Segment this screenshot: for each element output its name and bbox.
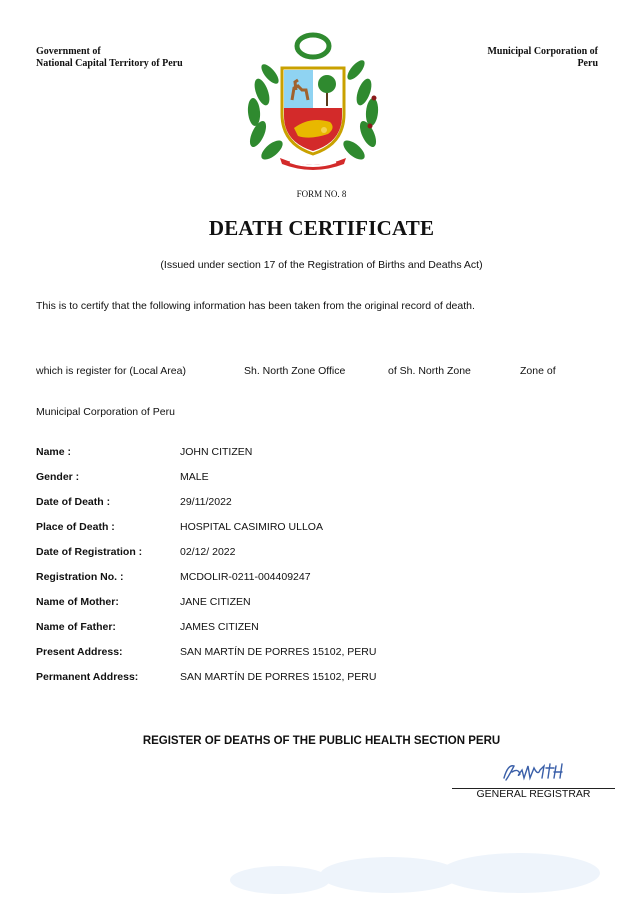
field-row — [36, 596, 596, 621]
field-label: Date of Death : — [36, 496, 111, 508]
field-value: JOHN CITIZEN — [180, 446, 253, 458]
registration-zone: of Sh. North Zone — [388, 365, 471, 377]
registration-office: Sh. North Zone Office — [244, 365, 346, 377]
municipality-name: Municipal Corporation of Peru — [36, 406, 175, 418]
field-row — [36, 571, 596, 596]
field-label: Name of Father: — [36, 621, 116, 633]
form-number: FORM NO. 8 — [296, 189, 347, 199]
field-value: SAN MARTÍN DE PORRES 15102, PERU — [180, 671, 377, 683]
field-label: Name : — [36, 446, 72, 458]
field-label: Registration No. : — [36, 571, 124, 583]
register-heading: REGISTER OF DEATHS OF THE PUBLIC HEALTH SECTION PERU — [142, 735, 501, 747]
field-row — [36, 646, 596, 671]
field-label: Present Address: — [36, 646, 123, 658]
registration-zone-of: Zone of — [520, 365, 556, 377]
field-value: 02/12/ 2022 — [180, 546, 236, 558]
document-subtitle: (Issued under section 17 of the Registration of Births and Deaths Act) — [160, 259, 483, 271]
field-row — [36, 671, 596, 696]
field-value: MALE — [180, 471, 209, 483]
field-label: Name of Mother: — [36, 596, 119, 608]
issuer-right — [487, 46, 598, 70]
field-label: Permanent Address: — [36, 671, 139, 683]
field-value: 29/11/2022 — [180, 496, 232, 508]
field-row — [36, 446, 596, 471]
document-title: DEATH CERTIFICATE — [208, 216, 435, 240]
details-list — [36, 446, 596, 696]
field-label: Place of Death : — [36, 521, 115, 533]
field-row — [36, 521, 596, 546]
field-row — [36, 621, 596, 646]
field-row — [36, 496, 596, 521]
field-value: HOSPITAL CASIMIRO ULLOA — [180, 521, 323, 533]
field-value: SAN MARTÍN DE PORRES 15102, PERU — [180, 646, 377, 658]
issuer-right-line2: Peru — [577, 58, 598, 69]
watermark-texture — [220, 845, 620, 905]
issuer-left — [36, 46, 183, 70]
field-row — [36, 546, 596, 571]
peru-coat-of-arms-icon — [240, 32, 386, 172]
handwritten-signature — [498, 760, 570, 784]
registration-local-area: which is register for (Local Area) — [36, 365, 186, 377]
certify-statement: This is to certify that the following information has been taken from the original record of death. — [36, 300, 475, 312]
field-row — [36, 471, 596, 496]
field-value: JAMES CITIZEN — [180, 621, 259, 633]
field-value: JANE CITIZEN — [180, 596, 251, 608]
field-label: Date of Registration : — [36, 546, 143, 558]
issuer-right-line1: Municipal Corporation of — [487, 46, 598, 57]
field-label: Gender : — [36, 471, 80, 483]
field-value: MCDOLIR-0211-004409247 — [180, 571, 311, 583]
registrar-title: GENERAL REGISTRAR — [476, 788, 591, 800]
issuer-left-line2: National Capital Territory of Peru — [36, 58, 183, 69]
issuer-left-line1: Government of — [36, 46, 101, 57]
